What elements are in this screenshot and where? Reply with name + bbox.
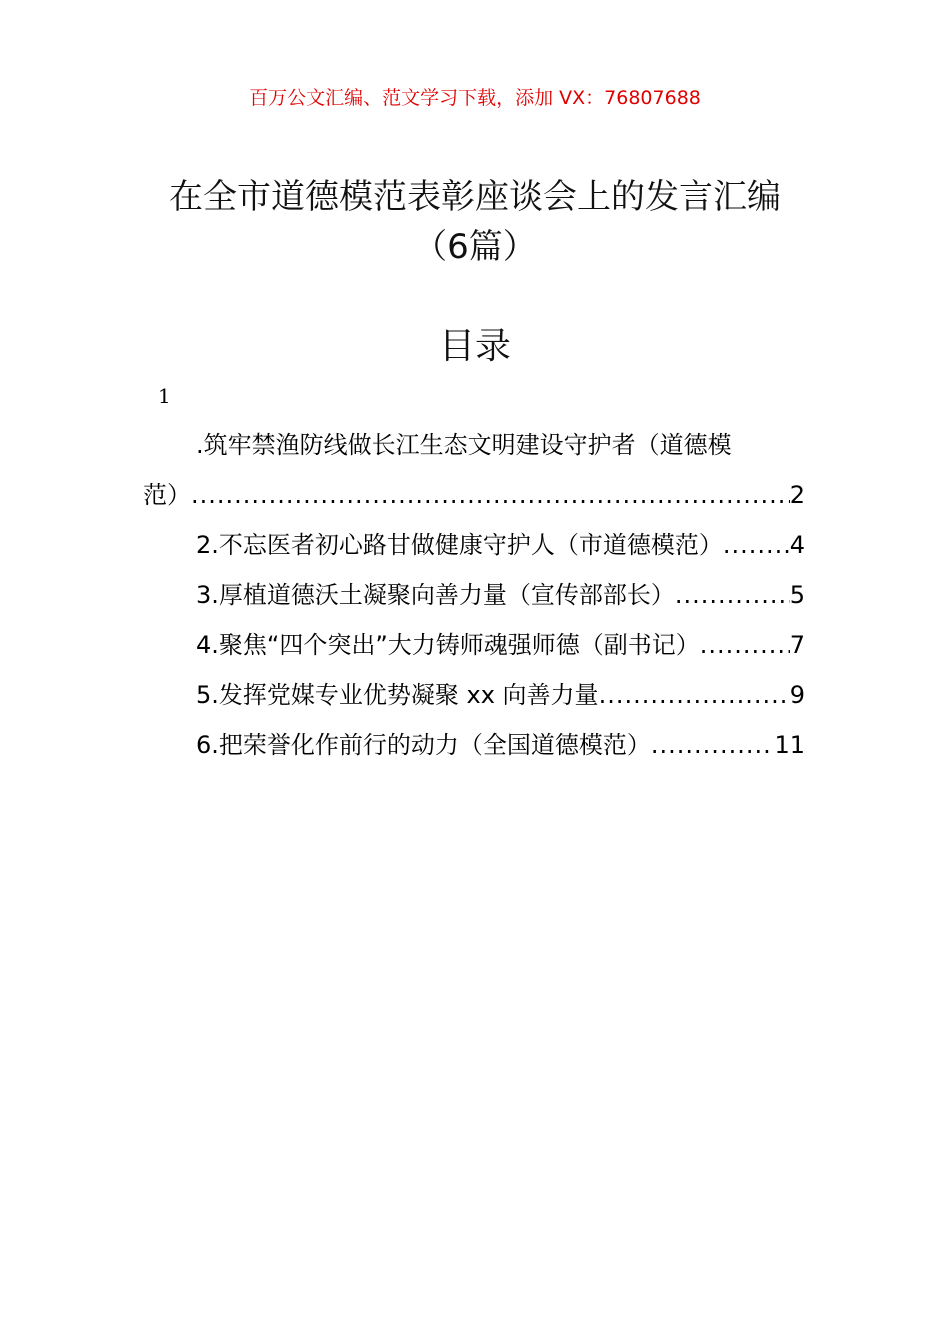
toc-entry-label: 3.厚植道德沃土凝聚向善力量（宣传部部长） [196, 581, 675, 609]
toc-entry-page: 4 [789, 531, 805, 559]
toc-leader-dots [191, 470, 790, 520]
toc-entry-page: 11 [774, 731, 805, 759]
toc-entry-page: 7 [789, 631, 805, 659]
toc-entry-label: 2.不忘医者初心路甘做健康守护人（市道德模范） [196, 531, 723, 559]
toc-entry-1-line-1[interactable]: .筑牢禁渔防线做长江生态文明建设守护者（道德模 [196, 431, 732, 459]
toc-entry-label: 6.把荣誉化作前行的动力（全国道德模范） [196, 731, 651, 759]
document-title [60, 172, 890, 272]
toc-entry-page: 9 [789, 681, 805, 709]
toc-entry-4[interactable] [143, 620, 805, 670]
title-line-1: 在全市道德模范表彰座谈会上的发言汇编 [169, 177, 781, 217]
toc-entry-6[interactable] [143, 720, 805, 770]
toc-entry-2[interactable] [143, 520, 805, 570]
title-line-2: （6篇） [413, 227, 537, 267]
toc-entry-label: 范） [143, 481, 191, 509]
toc-entry-1-line-2[interactable] [143, 470, 805, 520]
toc-entry-5[interactable] [143, 670, 805, 720]
toc-entry-3[interactable] [143, 570, 805, 620]
toc-heading: 目录 [438, 326, 511, 367]
toc-entry-label: 5.发挥党媒专业优势凝聚 xx 向善力量 [196, 681, 599, 709]
toc-leader-dots [675, 570, 790, 620]
toc-leader-dots [700, 620, 790, 670]
toc-leader-dots [651, 720, 775, 770]
toc-leader-dots [599, 670, 790, 720]
toc-entry-label: 4.聚焦“四个突出”大力铸师魂强师德（副书记） [196, 631, 700, 659]
header-note: 百万公文汇编、范文学习下载，添加 VX：76807688 [249, 87, 701, 109]
toc-leader-dots [723, 520, 790, 570]
stray-number: 1 [158, 384, 171, 408]
toc-entry-page: 5 [789, 581, 805, 609]
table-of-contents [143, 420, 805, 770]
toc-entry-page: 2 [789, 481, 805, 509]
